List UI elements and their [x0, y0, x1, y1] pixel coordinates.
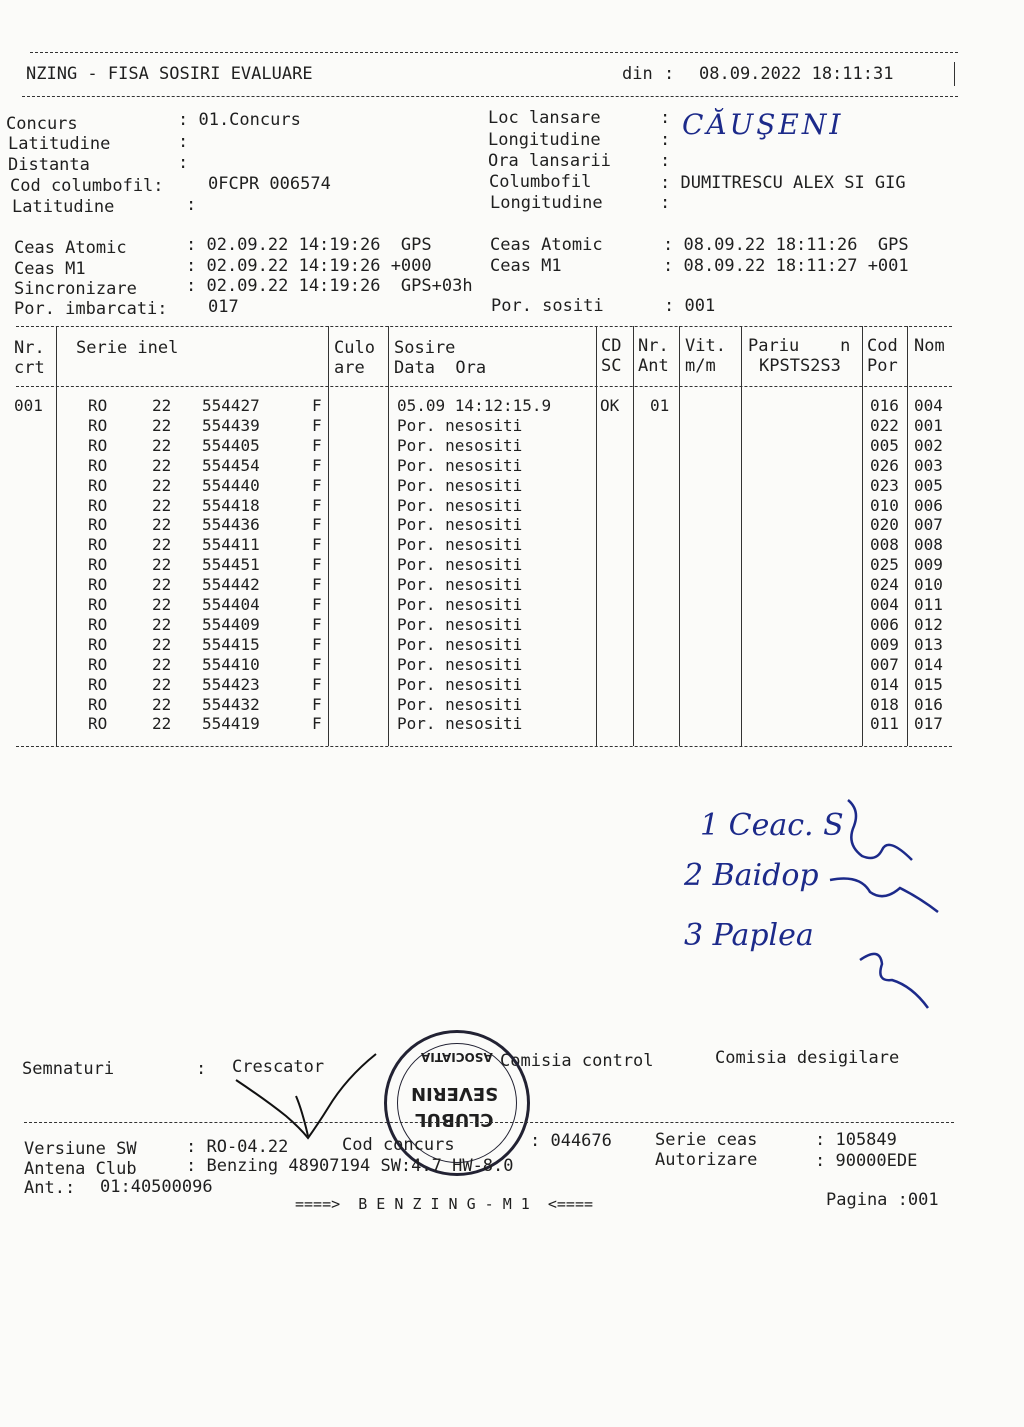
- imbarcati-value: 017: [208, 297, 239, 317]
- info-concurs-label: Concurs: [6, 114, 78, 134]
- row-year: 22: [152, 674, 172, 694]
- row-ring: 554423: [202, 674, 260, 694]
- date-value: 08.09.2022 18:11:31: [699, 64, 894, 84]
- table-row: [0, 675, 960, 695]
- table-row: [0, 615, 960, 635]
- info-columbofil-value: : DUMITRESCU ALEX SI GIG: [660, 173, 906, 193]
- ceas-m1-label: Ceas M1: [14, 259, 86, 279]
- info-distanta-label: Distanta: [8, 155, 90, 175]
- r-ceas-atomic-value: : 08.09.22 18:11:26 GPS: [663, 235, 909, 255]
- table-row: [0, 575, 960, 595]
- row-country: RO: [88, 415, 108, 435]
- benzing-banner: ====> B E N Z I N G - M 1 <====: [295, 1195, 594, 1213]
- row-year: 22: [152, 396, 172, 415]
- row-country: RO: [88, 634, 108, 654]
- table-row: [0, 496, 960, 516]
- stamp-clubul: CLUBUL: [415, 1109, 494, 1130]
- row-sex: F: [312, 396, 322, 415]
- header-culo: Culo: [334, 338, 375, 358]
- table-row: [0, 714, 960, 734]
- handwritten-list-item-3: 3 Paplea: [684, 918, 814, 953]
- row-cod-por: 008: [870, 535, 899, 555]
- table-row: [0, 595, 960, 615]
- row-sosire: Por. nesositi: [397, 435, 523, 455]
- row-cod-por: 006: [870, 614, 899, 634]
- row-nom: 009: [914, 555, 943, 575]
- row-sex: F: [312, 654, 322, 674]
- table-row: [0, 416, 960, 436]
- header-serie-inel: Serie inel: [76, 338, 179, 358]
- imbarcati-label: Por. imbarcati:: [14, 299, 168, 319]
- row-cod-por: 005: [870, 435, 899, 455]
- row-sex: F: [312, 634, 322, 654]
- table-row: [0, 535, 960, 555]
- row-ring: 554411: [202, 535, 260, 555]
- row-sex: F: [312, 475, 322, 495]
- row-ring: 554454: [202, 455, 260, 475]
- row-cod-por: 020: [870, 515, 899, 535]
- header-vit: Vit.: [685, 336, 726, 356]
- row-cod-por: 026: [870, 455, 899, 475]
- row-sosire: Por. nesositi: [397, 455, 523, 475]
- info-columbofil-label: Columbofil: [489, 172, 592, 192]
- row-sosire: Por. nesositi: [397, 614, 523, 634]
- row-sosire: Por. nesositi: [397, 654, 523, 674]
- crescator-label: Crescator: [232, 1057, 325, 1077]
- row-nom: 004: [914, 396, 943, 415]
- info-longitudine2-value: :: [660, 193, 671, 213]
- row-sex: F: [312, 714, 322, 734]
- row-sosire: Por. nesositi: [397, 555, 523, 575]
- row-country: RO: [88, 714, 108, 734]
- row-nom: 010: [914, 575, 943, 595]
- header-sosire: Sosire: [394, 338, 456, 358]
- ceas-atomic-value: : 02.09.22 14:19:26 GPS: [186, 235, 432, 255]
- row-year: 22: [152, 475, 172, 495]
- stamp-top-text: ASOCIATIA: [421, 1050, 493, 1064]
- pagina-label: Pagina :001: [826, 1190, 939, 1210]
- serie-ceas-label: Serie ceas: [655, 1130, 758, 1150]
- table-row: [0, 635, 960, 655]
- row-year: 22: [152, 495, 172, 515]
- sositi-value: : 001: [664, 296, 716, 316]
- row-sosire: Por. nesositi: [397, 714, 523, 734]
- row-cd: OK: [600, 396, 620, 415]
- info-loc-lansare-label: Loc lansare: [488, 108, 601, 128]
- header-nr-ant: Nr.: [638, 336, 669, 356]
- row-cod-por: 016: [870, 396, 899, 415]
- sositi-label: Por. sositi: [491, 296, 604, 316]
- row-cod-por: 010: [870, 495, 899, 515]
- row-nom: 005: [914, 475, 943, 495]
- row-sex: F: [312, 415, 322, 435]
- header-right-bar: [954, 62, 955, 86]
- row-nom: 014: [914, 654, 943, 674]
- table-row: [0, 456, 960, 476]
- row-sex: F: [312, 614, 322, 634]
- row-cod-por: 011: [870, 714, 899, 734]
- row-nom: 017: [914, 714, 943, 734]
- cod-concurs-label: Cod concurs: [342, 1135, 455, 1155]
- row-cod-por: 022: [870, 415, 899, 435]
- row-year: 22: [152, 535, 172, 555]
- row-country: RO: [88, 674, 108, 694]
- row-sosire: Por. nesositi: [397, 595, 523, 614]
- info-ora-lansarii-label: Ora lansarii: [488, 151, 611, 171]
- row-country: RO: [88, 614, 108, 634]
- autorizare-label: Autorizare: [655, 1150, 758, 1170]
- row-nom: 003: [914, 455, 943, 475]
- sincronizare-value: : 02.09.22 14:19:26 GPS+03h: [186, 276, 473, 296]
- row-sex: F: [312, 535, 322, 555]
- row-sosire: Por. nesositi: [397, 694, 523, 714]
- info-longitudine-value: :: [660, 130, 671, 150]
- row-year: 22: [152, 634, 172, 654]
- header-nr: Nr.: [14, 338, 45, 358]
- header-por: Por: [867, 356, 898, 376]
- row-ring: 554440: [202, 475, 260, 495]
- row-country: RO: [88, 575, 108, 595]
- stamp-severin: SEVERIN: [411, 1083, 499, 1104]
- row-cod-por: 007: [870, 654, 899, 674]
- r-ceas-m1-label: Ceas M1: [490, 256, 562, 276]
- header-crt: crt: [14, 358, 45, 378]
- row-ring: 554419: [202, 714, 260, 734]
- row-ring: 554451: [202, 555, 260, 575]
- info-cod-columbofil-value: 0FCPR 006574: [208, 174, 331, 194]
- row-sosire: Por. nesositi: [397, 495, 523, 515]
- row-sex: F: [312, 495, 322, 515]
- row-sex: F: [312, 674, 322, 694]
- versiune-value: : RO-04.22: [186, 1137, 289, 1157]
- row-ring: 554415: [202, 634, 260, 654]
- header-ant: Ant: [638, 356, 669, 376]
- row-cod-por: 023: [870, 475, 899, 495]
- table-header-rule: [16, 386, 952, 387]
- row-country: RO: [88, 555, 108, 575]
- row-year: 22: [152, 595, 172, 614]
- row-nr-ant: 01: [650, 396, 670, 415]
- row-sex: F: [312, 555, 322, 575]
- versiune-label: Versiune SW: [24, 1139, 137, 1159]
- semnaturi-colon: :: [196, 1059, 207, 1079]
- cod-concurs-value: : 044676: [530, 1131, 612, 1151]
- header-cod: Cod: [867, 336, 898, 356]
- row-nom: 016: [914, 694, 943, 714]
- ceas-atomic-label: Ceas Atomic: [14, 238, 127, 258]
- info-loc-lansare-value: :: [660, 108, 671, 128]
- date-colon: :: [664, 64, 675, 84]
- row-year: 22: [152, 694, 172, 714]
- serie-ceas-value: : 105849: [815, 1130, 897, 1150]
- header-pariu: Pariu n: [748, 336, 851, 356]
- table-row: [0, 695, 960, 715]
- semnaturi-label: Semnaturi: [22, 1059, 115, 1079]
- row-sosire: Por. nesositi: [397, 415, 523, 435]
- row-sosire: Por. nesositi: [397, 535, 523, 555]
- r-ceas-m1-value: : 08.09.22 18:11:27 +001: [663, 256, 909, 276]
- row-year: 22: [152, 555, 172, 575]
- row-ring: 554404: [202, 595, 260, 614]
- row-country: RO: [88, 654, 108, 674]
- row-country: RO: [88, 495, 108, 515]
- autorizare-value: : 90000EDE: [815, 1151, 918, 1171]
- row-sosire: 05.09 14:12:15.9: [397, 396, 552, 415]
- date-label: din: [622, 64, 653, 84]
- row-ring: 554427: [202, 396, 260, 415]
- ant-value: 01:40500096: [100, 1177, 213, 1197]
- info-cod-columbofil-label: Cod columbofil:: [10, 176, 164, 196]
- sincronizare-label: Sincronizare: [14, 279, 137, 299]
- row-country: RO: [88, 694, 108, 714]
- row-ring: 554436: [202, 515, 260, 535]
- ceas-m1-value: : 02.09.22 14:19:26 +000: [186, 256, 432, 276]
- info-latitudine-value: :: [178, 132, 189, 152]
- row-year: 22: [152, 654, 172, 674]
- header-top-rule: [30, 52, 958, 53]
- row-sex: F: [312, 595, 322, 614]
- row-cod-por: 018: [870, 694, 899, 714]
- row-cod-por: 024: [870, 575, 899, 595]
- row-nom: 007: [914, 515, 943, 535]
- row-ring: 554442: [202, 575, 260, 595]
- header-sc: SC: [601, 356, 622, 376]
- row-sosire: Por. nesositi: [397, 575, 523, 595]
- row-year: 22: [152, 415, 172, 435]
- row-year: 22: [152, 435, 172, 455]
- row-cod-por: 004: [870, 595, 899, 614]
- comisia-desigilare-label: Comisia desigilare: [715, 1048, 900, 1068]
- row-year: 22: [152, 614, 172, 634]
- info-latitudine-label: Latitudine: [8, 134, 111, 154]
- handwritten-list-item-1: 1 Ceac. S: [700, 808, 844, 843]
- info-ora-lansarii-value: :: [660, 151, 671, 171]
- document-title: NZING - FISA SOSIRI EVALUARE: [26, 64, 313, 84]
- row-sosire: Por. nesositi: [397, 515, 523, 535]
- row-year: 22: [152, 455, 172, 475]
- row-sex: F: [312, 694, 322, 714]
- header-are: are: [334, 358, 365, 378]
- row-sex: F: [312, 515, 322, 535]
- row-cod-por: 014: [870, 674, 899, 694]
- header-cd: CD: [601, 336, 622, 356]
- header-nom: Nom: [914, 336, 945, 356]
- row-sosire: Por. nesositi: [397, 634, 523, 654]
- header-kpsts: KPSTS2S3: [759, 356, 841, 376]
- row-crt: 001: [14, 396, 43, 415]
- table-row: [0, 515, 960, 535]
- row-country: RO: [88, 595, 108, 614]
- table-bottom-rule: [16, 746, 952, 747]
- row-ring: 554439: [202, 415, 260, 435]
- comisia-control-label: Comisia control: [500, 1051, 654, 1071]
- r-ceas-atomic-label: Ceas Atomic: [490, 235, 603, 255]
- table-row: [0, 436, 960, 456]
- row-country: RO: [88, 435, 108, 455]
- info-distanta-value: :: [178, 153, 189, 173]
- row-country: RO: [88, 535, 108, 555]
- info-concurs-value: : 01.Concurs: [178, 110, 301, 130]
- row-ring: 554405: [202, 435, 260, 455]
- row-ring: 554409: [202, 614, 260, 634]
- handwritten-list-item-2: 2 Baidop: [684, 858, 819, 893]
- row-nom: 002: [914, 435, 943, 455]
- row-sosire: Por. nesositi: [397, 674, 523, 694]
- row-nom: 015: [914, 674, 943, 694]
- row-sex: F: [312, 575, 322, 595]
- row-nom: 012: [914, 614, 943, 634]
- header-bottom-rule: [22, 96, 958, 97]
- ant-label: Ant.:: [24, 1178, 76, 1198]
- table-row: [0, 555, 960, 575]
- row-nom: 013: [914, 634, 943, 654]
- info-longitudine2-label: Longitudine: [490, 193, 603, 213]
- row-ring: 554410: [202, 654, 260, 674]
- row-nom: 011: [914, 595, 943, 614]
- row-year: 22: [152, 515, 172, 535]
- row-cod-por: 025: [870, 555, 899, 575]
- info-latitudine2-label: Latitudine: [12, 197, 115, 217]
- row-ring: 554432: [202, 694, 260, 714]
- table-row: [0, 476, 960, 496]
- row-year: 22: [152, 575, 172, 595]
- antena-label: Antena Club: [24, 1159, 137, 1179]
- footer-top-rule: [24, 1122, 954, 1123]
- row-sosire: Por. nesositi: [397, 475, 523, 495]
- row-sex: F: [312, 435, 322, 455]
- row-ring: 554418: [202, 495, 260, 515]
- row-nom: 001: [914, 415, 943, 435]
- row-nom: 006: [914, 495, 943, 515]
- row-cod-por: 009: [870, 634, 899, 654]
- antena-value: : Benzing 48907194 SW:4.7 HW-8.0: [186, 1156, 514, 1176]
- table-row: [0, 396, 960, 416]
- header-mm: m/m: [685, 356, 716, 376]
- row-country: RO: [88, 396, 108, 415]
- header-data-ora: Data Ora: [394, 358, 487, 378]
- info-longitudine-label: Longitudine: [488, 130, 601, 150]
- row-country: RO: [88, 475, 108, 495]
- table-top-rule: [16, 326, 952, 327]
- table-row: [0, 655, 960, 675]
- row-sex: F: [312, 455, 322, 475]
- row-country: RO: [88, 515, 108, 535]
- row-nom: 008: [914, 535, 943, 555]
- info-latitudine2-value: :: [186, 195, 197, 215]
- row-year: 22: [152, 714, 172, 734]
- handwritten-location: CĂUŞENI: [682, 108, 844, 141]
- row-country: RO: [88, 455, 108, 475]
